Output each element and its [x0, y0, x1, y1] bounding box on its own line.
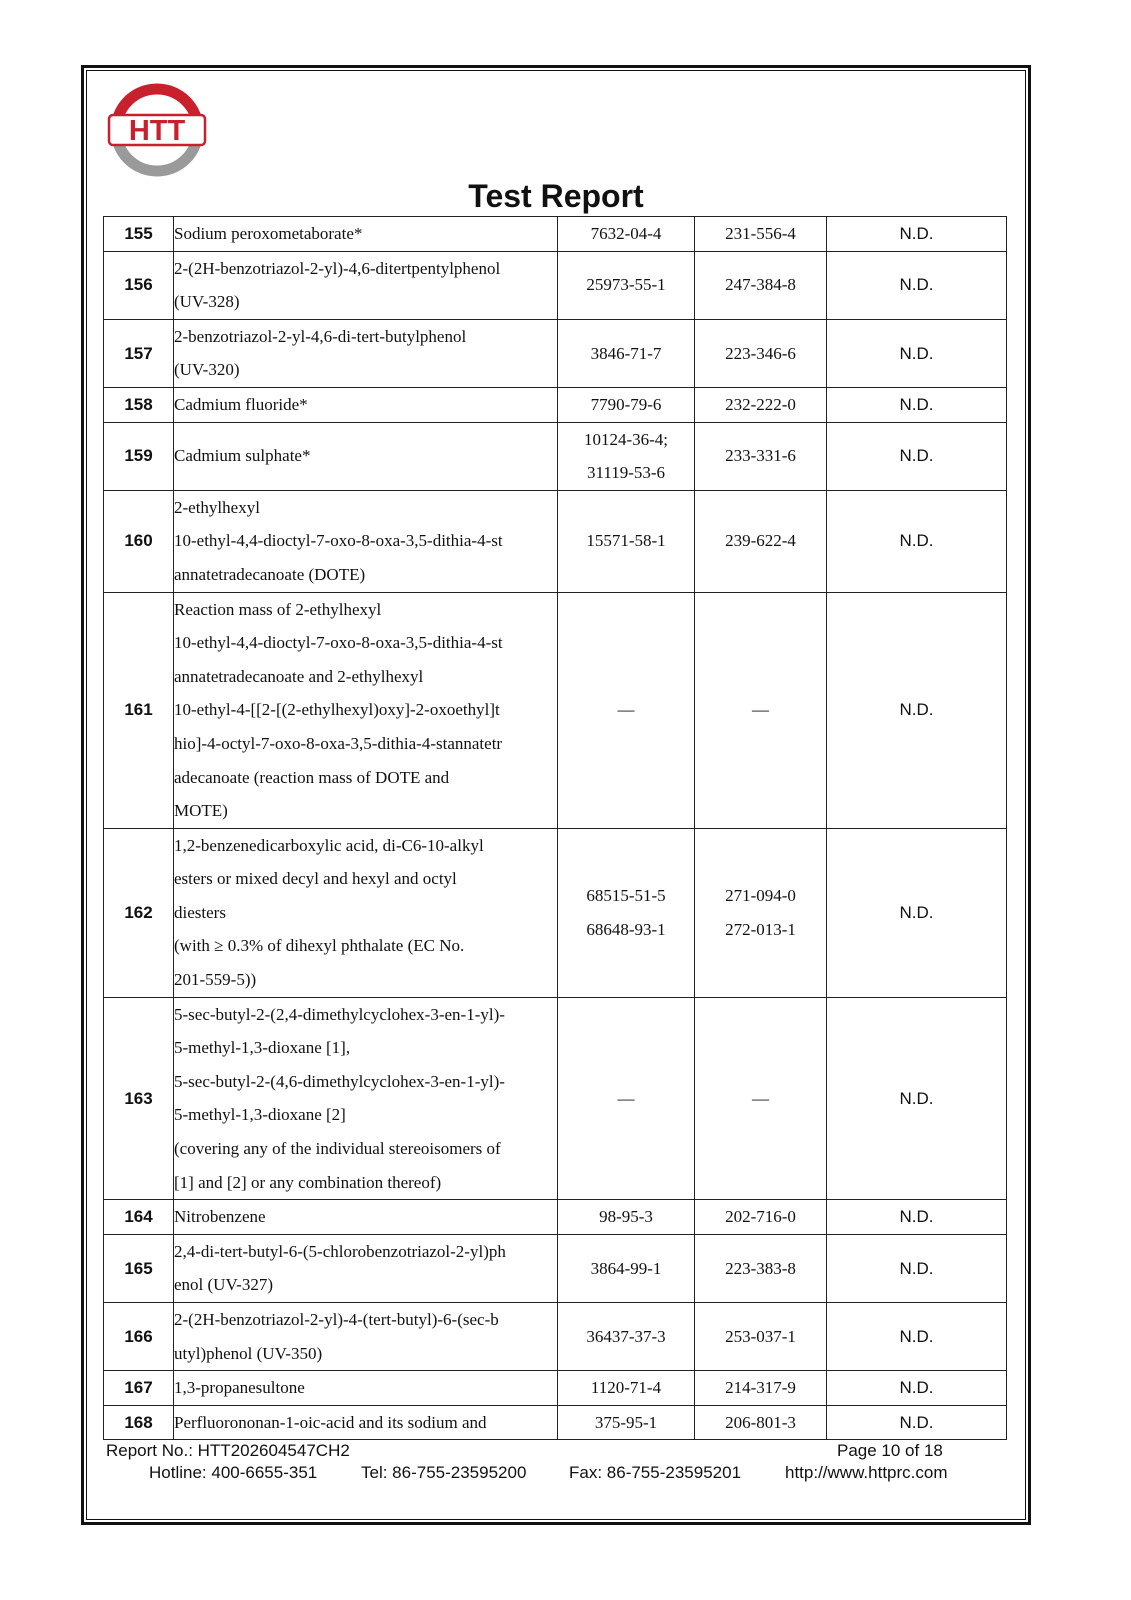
test-result: N.D.: [827, 1371, 1007, 1406]
substance-name-line: utyl)phenol (UV-350): [174, 1343, 323, 1363]
table-row: [104, 1200, 1007, 1235]
substance-name-line: Reaction mass of 2-ethylhexyl: [174, 599, 382, 619]
cas-number-line: 15571-58-1: [586, 531, 666, 551]
ec-number-line: 233-331-6: [725, 446, 796, 466]
substance-name-line: diesters: [174, 902, 226, 922]
item-number: 166: [104, 1303, 174, 1371]
ec-number-line: —: [752, 1088, 769, 1108]
substance-name-line: 1,2-benzenedicarboxylic acid, di-C6-10-alkyl: [174, 835, 484, 855]
cas-number-line: 68648-93-1: [586, 919, 666, 939]
test-result: N.D.: [827, 1303, 1007, 1371]
substance-name: [174, 1303, 558, 1371]
cas-number: [558, 1200, 695, 1235]
substance-name-line: 10-ethyl-4-[[2-[(2-ethylhexyl)oxy]-2-oxoethyl]t: [174, 700, 500, 720]
test-result: N.D.: [827, 828, 1007, 997]
fax: Fax: 86-755-23595201: [569, 1463, 742, 1482]
test-result: N.D.: [827, 319, 1007, 387]
substance-name-line: 2-ethylhexyl: [174, 497, 260, 517]
substance-name-line: annatetradecanoate and 2-ethylhexyl: [174, 666, 424, 686]
ec-number: [695, 217, 827, 252]
substance-name: [174, 422, 558, 490]
substance-name: [174, 997, 558, 1200]
cas-number: [558, 828, 695, 997]
test-result: N.D.: [827, 422, 1007, 490]
substance-name-line: 2-(2H-benzotriazol-2-yl)-4,6-ditertpentylphenol: [174, 258, 501, 278]
cas-number: [558, 1405, 695, 1440]
cas-number: [558, 387, 695, 422]
cas-number-line: 7790-79-6: [590, 394, 662, 414]
cas-number-line: 3846-71-7: [590, 343, 662, 363]
telephone: Tel: 86-755-23595200: [361, 1463, 527, 1482]
ec-number-line: 247-384-8: [725, 275, 796, 295]
substance-name-line: 2-benzotriazol-2-yl-4,6-di-tert-butylphenol: [174, 326, 467, 346]
cas-number-line: 1120-71-4: [590, 1378, 662, 1398]
cas-number: [558, 217, 695, 252]
item-number: 161: [104, 592, 174, 828]
substance-name-line: 10-ethyl-4,4-dioctyl-7-oxo-8-oxa-3,5-dithia-4-st: [174, 531, 503, 551]
report-number: Report No.: HTT202604547CH2: [106, 1441, 350, 1460]
test-result: N.D.: [827, 387, 1007, 422]
ec-number: [695, 422, 827, 490]
table-row: [104, 997, 1007, 1200]
cas-number: [558, 592, 695, 828]
test-result: N.D.: [827, 1405, 1007, 1440]
substance-name: [174, 490, 558, 592]
ec-number: [695, 387, 827, 422]
ec-number: [695, 319, 827, 387]
ec-number: [695, 1200, 827, 1235]
substance-name: [174, 1405, 558, 1440]
ec-number: [695, 828, 827, 997]
substance-name-line: 1,3-propanesultone: [174, 1378, 305, 1398]
item-number: 162: [104, 828, 174, 997]
table-row: [104, 592, 1007, 828]
table-row: [104, 387, 1007, 422]
substance-name-line: annatetradecanoate (DOTE): [174, 564, 366, 584]
test-result: N.D.: [827, 997, 1007, 1200]
cas-number-line: 36437-37-3: [586, 1326, 666, 1346]
results-table-body: [104, 217, 1007, 1440]
cas-number-line: 31119-53-6: [586, 463, 666, 483]
table-row: [104, 490, 1007, 592]
substance-name-line: esters or mixed decyl and hexyl and octyl: [174, 869, 457, 889]
page-number: Page 10 of 18: [837, 1441, 943, 1460]
cas-number-line: —: [617, 700, 635, 720]
ec-number: [695, 1405, 827, 1440]
substance-name-line: 5-sec-butyl-2-(2,4-dimethylcyclohex-3-en-1-yl)-: [174, 1004, 505, 1024]
substance-name-line: Sodium peroxometaborate*: [174, 224, 363, 243]
cas-number-line: 375-95-1: [594, 1412, 658, 1432]
table-row: [104, 422, 1007, 490]
table-row: [104, 1234, 1007, 1302]
ec-number-line: 272-013-1: [725, 919, 796, 939]
cas-number: [558, 319, 695, 387]
substance-name: [174, 251, 558, 319]
cas-number: [558, 997, 695, 1200]
substance-name: [174, 319, 558, 387]
item-number: 165: [104, 1234, 174, 1302]
htt-logo: [104, 78, 210, 182]
ec-number-line: 223-383-8: [725, 1258, 796, 1278]
table-row: [104, 1303, 1007, 1371]
substance-name-line: Nitrobenzene: [174, 1207, 266, 1227]
substance-name-line: (UV-320): [174, 360, 240, 380]
test-result: N.D.: [827, 490, 1007, 592]
substance-name-line: Cadmium sulphate*: [174, 446, 311, 466]
ec-number-line: 223-346-6: [725, 343, 796, 363]
cas-number: [558, 1234, 695, 1302]
substance-name-line: 10-ethyl-4,4-dioctyl-7-oxo-8-oxa-3,5-dithia-4-st: [174, 633, 503, 653]
test-result: N.D.: [827, 592, 1007, 828]
substance-name: [174, 1200, 558, 1235]
substance-name-line: (UV-328): [174, 292, 240, 312]
substance-name: [174, 1371, 558, 1406]
ec-number-line: 239-622-4: [725, 531, 796, 551]
ec-number-line: 231-556-4: [725, 224, 796, 243]
substance-name-line: adecanoate (reaction mass of DOTE and: [174, 767, 450, 787]
item-number: 160: [104, 490, 174, 592]
substance-name-line: [1] and [2] or any combination thereof): [174, 1172, 442, 1192]
substance-name-line: 5-methyl-1,3-dioxane [1],: [174, 1038, 351, 1058]
table-row: [104, 251, 1007, 319]
hotline: Hotline: 400-6655-351: [149, 1463, 318, 1482]
cas-number: [558, 1371, 695, 1406]
item-number: 168: [104, 1405, 174, 1440]
table-row: [104, 319, 1007, 387]
substance-name-line: enol (UV-327): [174, 1275, 273, 1295]
substance-name-line: MOTE): [174, 801, 228, 821]
ec-number: [695, 251, 827, 319]
substance-name-line: hio]-4-octyl-7-oxo-8-oxa-3,5-dithia-4-stannatetr: [174, 733, 503, 753]
ec-number-line: 206-801-3: [725, 1412, 796, 1432]
test-result: N.D.: [827, 251, 1007, 319]
table-row: [104, 1371, 1007, 1406]
ec-number-line: 271-094-0: [725, 886, 796, 906]
cas-number-line: —: [617, 1088, 635, 1108]
ec-number-line: 253-037-1: [725, 1326, 796, 1346]
substance-name-line: (covering any of the individual stereoisomers of: [174, 1139, 501, 1159]
test-result: N.D.: [827, 1200, 1007, 1235]
table-row: [104, 828, 1007, 997]
substance-name: [174, 592, 558, 828]
substance-name-line: 5-sec-butyl-2-(4,6-dimethylcyclohex-3-en-1-yl)-: [174, 1071, 505, 1091]
cas-number-line: 98-95-3: [599, 1207, 653, 1227]
substance-name-line: 201-559-5)): [174, 970, 257, 990]
cas-number-line: 3864-99-1: [590, 1258, 662, 1278]
ec-number-line: 232-222-0: [725, 394, 796, 414]
item-number: 164: [104, 1200, 174, 1235]
ec-number-line: —: [752, 700, 769, 720]
ec-number: [695, 997, 827, 1200]
ec-number: [695, 592, 827, 828]
ec-number-line: 202-716-0: [725, 1207, 796, 1227]
test-result: N.D.: [827, 217, 1007, 252]
cas-number: [558, 251, 695, 319]
item-number: 157: [104, 319, 174, 387]
cas-number: [558, 1303, 695, 1371]
table-row: [104, 1405, 1007, 1440]
substance-name: [174, 1234, 558, 1302]
cas-number-line: 10124-36-4;: [583, 429, 669, 449]
cas-number-line: 7632-04-4: [590, 224, 662, 243]
substance-name-line: 2,4-di-tert-butyl-6-(5-chlorobenzotriazol-2-yl)ph: [174, 1241, 506, 1261]
website-link[interactable]: http://www.httprc.com: [785, 1463, 948, 1482]
cas-number-line: 25973-55-1: [586, 275, 666, 295]
ec-number: [695, 1234, 827, 1302]
item-number: 159: [104, 422, 174, 490]
report-title: Test Report: [468, 178, 644, 214]
item-number: 156: [104, 251, 174, 319]
item-number: 158: [104, 387, 174, 422]
item-number: 155: [104, 217, 174, 252]
ec-number: [695, 1303, 827, 1371]
substance-name-line: 5-methyl-1,3-dioxane [2]: [174, 1105, 346, 1125]
substance-name-line: (with ≥ 0.3% of dihexyl phthalate (EC No.: [174, 936, 465, 956]
ec-number: [695, 1371, 827, 1406]
item-number: 163: [104, 997, 174, 1200]
substance-name: [174, 217, 558, 252]
test-result: N.D.: [827, 1234, 1007, 1302]
cas-number: [558, 422, 695, 490]
cas-number-line: 68515-51-5: [586, 886, 666, 906]
substance-name: [174, 828, 558, 997]
results-table: [103, 216, 1007, 1440]
table-row: [104, 217, 1007, 252]
ec-number: [695, 490, 827, 592]
substance-name-line: Perfluorononan-1-oic-acid and its sodium and: [174, 1412, 487, 1432]
ec-number-line: 214-317-9: [725, 1378, 796, 1398]
item-number: 167: [104, 1371, 174, 1406]
cas-number: [558, 490, 695, 592]
substance-name: [174, 387, 558, 422]
substance-name-line: 2-(2H-benzotriazol-2-yl)-4-(tert-butyl)-6-(sec-b: [174, 1310, 499, 1329]
svg-text:HTT: HTT: [128, 115, 186, 147]
substance-name-line: Cadmium fluoride*: [174, 394, 308, 414]
